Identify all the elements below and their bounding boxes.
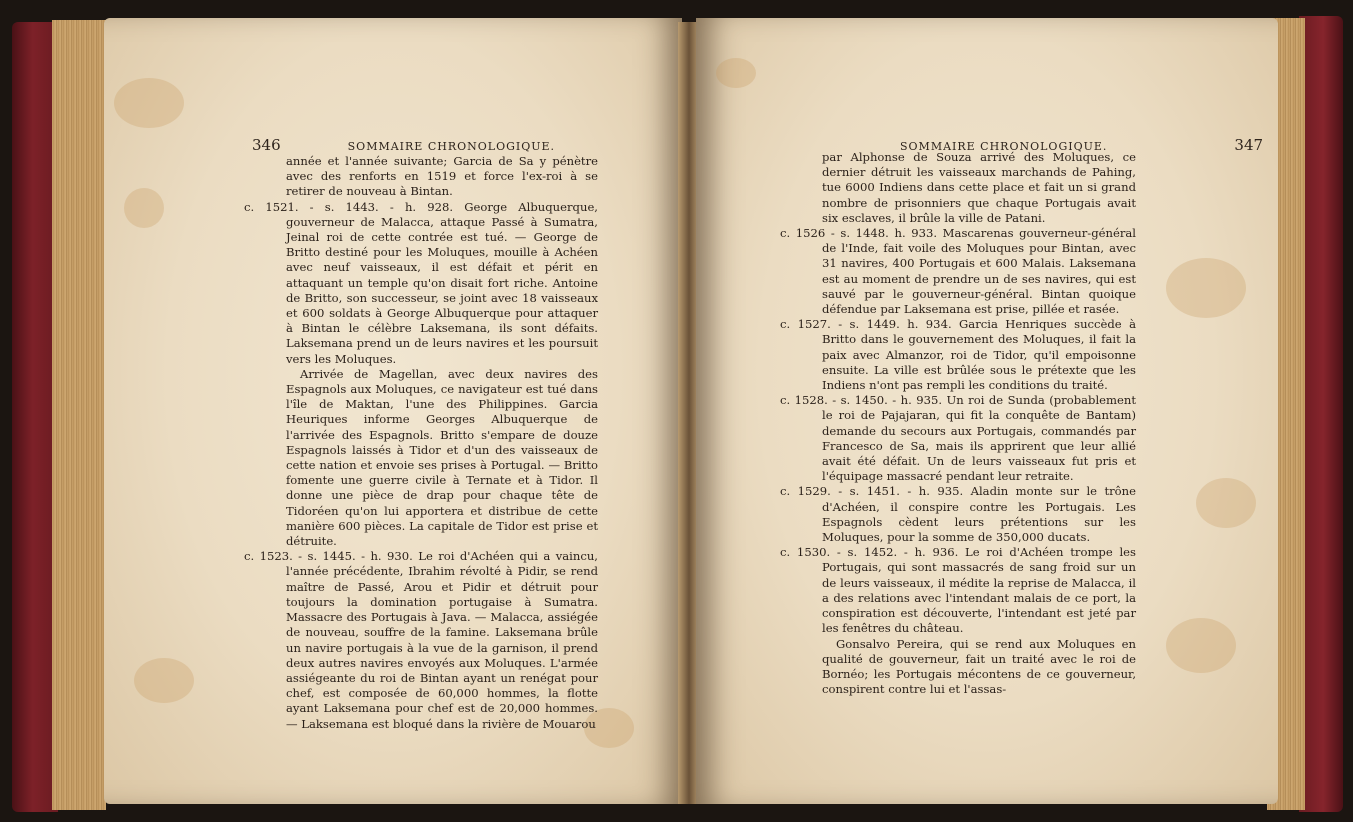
paragraph: année et l'année suivante; Garcia de Sa y pénètre avec des renforts en 1519 et force l'ex-roi à se retirer de nouveau à Bintan. xyxy=(286,154,598,199)
chronology-entry: c. 1529. - s. 1451. - h. 935. Aladin monte sur le trône d'Achéen, il conspire contre les Portugais. Les Espagnols cèdent leurs prétentions sur les Moluques, pour la somme de 350,000 ducats. xyxy=(780,484,1136,545)
right-cover-binding xyxy=(1299,16,1343,812)
right-page-text xyxy=(780,150,1136,697)
chronology-entry: c. 1528. - s. 1450. - h. 935. Un roi de Sunda (probablement le roi de Pajajaran, qui fit la conquête de Bantam) demande du secours aux Portugais, commandés par Francesco de Sa, mais ils apprirent que leur allié avait été défait. Un de leurs vaisseaux fut pris et l'équipage massacré pendant leur retraite. xyxy=(780,393,1136,484)
foxing-stain xyxy=(1166,258,1246,318)
paragraph: Arrivée de Magellan, avec deux navires des Espagnols aux Moluques, ce navigateur est tué dans l'île de Maktan, l'une des Philippines. Garcia Heuriques informe Georges Albuquerque de l'arrivée des Espagnols. Britto s'empare de douze Espagnols laissés à Tidor et d'un des vaisseaux de cette nation et envoie ses prises à Portugal. — Britto fomente une guerre civile à Ternate et à Tidor. Il donne une pièce de drap pour chaque tête de Tidoréen qu'on lui apportera et distribue de cette manière 600 pièces. La capitale de Tidor est prise et détruite. xyxy=(286,366,598,549)
left-page-edges xyxy=(52,20,106,810)
foxing-stain xyxy=(124,188,164,228)
left-page-text xyxy=(244,154,598,732)
chronology-entry: c. 1523. - s. 1445. - h. 930. Le roi d'Achéen qui a vaincu, l'année précédente, Ibrahim révolté à Pidir, se rend maître de Passé, Arou et Pidir et détruit pour toujours la domination portugaise à Sumatra. Massacre des Portugais à Java. — Malacca, assiégée de nouveau, souffre de la famine. Laksemana brûle un navire portugais à la vue de la garnison, il prend deux autres navires envoyés aux Moluques. L'armée assiégeante du roi de Bintan ayant un renégat pour chef, est composée de 60,000 hommes, la flotte ayant Laksemana pour chef est de 20,000 hommes. — Laksemana est bloqué dans la rivière de Mouarou xyxy=(244,549,598,731)
chronology-entry: c. 1521. - s. 1443. - h. 928. George Albuquerque, gouverneur de Malacca, attaque Passé à Sumatra, Jeinal roi de cette contrée est tué. — George de Britto destiné pour les Moluques, mouille à Achéen avec neuf vaisseaux, il est défait et périt en attaquant un temple qu'on disait fort riche. Antoine de Britto, son successeur, se joint avec 18 vaisseaux et 600 soldats à George Albuquerque pour attaquer à Bintan le célèbre Laksemana, ils sont défaits. Laksemana prend un de leurs navires et les poursuit vers les Moluques. xyxy=(244,199,598,366)
left-running-head: SOMMAIRE CHRONOLOGIQUE. xyxy=(347,140,556,153)
foxing-stain xyxy=(1166,618,1236,673)
chronology-entry: c. 1527. - s. 1449. h. 934. Garcia Henriques succède à Britto dans le gouvernement des Moluques, il fait la paix avec Almanzor, roi de Tidor, qu'il empoisonne ensuite. La ville est brûlée sous le prétexte que les Indiens n'ont pas rempli les conditions du traité. xyxy=(780,317,1136,393)
foxing-stain xyxy=(1196,478,1256,528)
left-page-header xyxy=(252,136,555,154)
left-page-number: 346 xyxy=(252,136,281,154)
chronology-entry: c. 1526 - s. 1448. h. 933. Mascarenas gouverneur-général de l'Inde, fait voile des Moluques pour Bintan, avec 31 navires, 400 Portugais et 600 Malais. Laksemana est au moment de prendre un de ses navires, qui est sauvé par le gouverneur-général. Bintan quoique défendue par Laksemana est prise, pillée et rasée. xyxy=(780,226,1136,317)
foxing-stain xyxy=(716,58,756,88)
foxing-stain xyxy=(134,658,194,703)
chronology-entry: c. 1530. - s. 1452. - h. 936. Le roi d'Achéen trompe les Portugais, qui sont massacrés de sang froid sur un de leurs vaisseaux, il médite la reprise de Malacca, il a des relations avec l'intendant malais de ce port, la conspiration est découverte, l'intendant est jeté par les fenêtres du château. xyxy=(780,545,1136,636)
foxing-stain xyxy=(114,78,184,128)
paragraph: Gonsalvo Pereira, qui se rend aux Moluques en qualité de gouverneur, fait un traité avec le roi de Bornéo; les Portugais mécontens de ce gouverneur, conspirent contre lui et l'assas- xyxy=(822,636,1136,697)
right-running-head: SOMMAIRE CHRONOLOGIQUE. xyxy=(900,140,1108,153)
right-page-number: 347 xyxy=(1234,136,1264,154)
paragraph: par Alphonse de Souza arrivé des Moluques, ce dernier détruit les vaisseaux marchands de Pahing, tue 6000 Indiens dans cette place et fait un si grand nombre de prisonniers que chaque Portugais avait six esclaves, il brûle la ville de Patani. xyxy=(822,150,1136,225)
